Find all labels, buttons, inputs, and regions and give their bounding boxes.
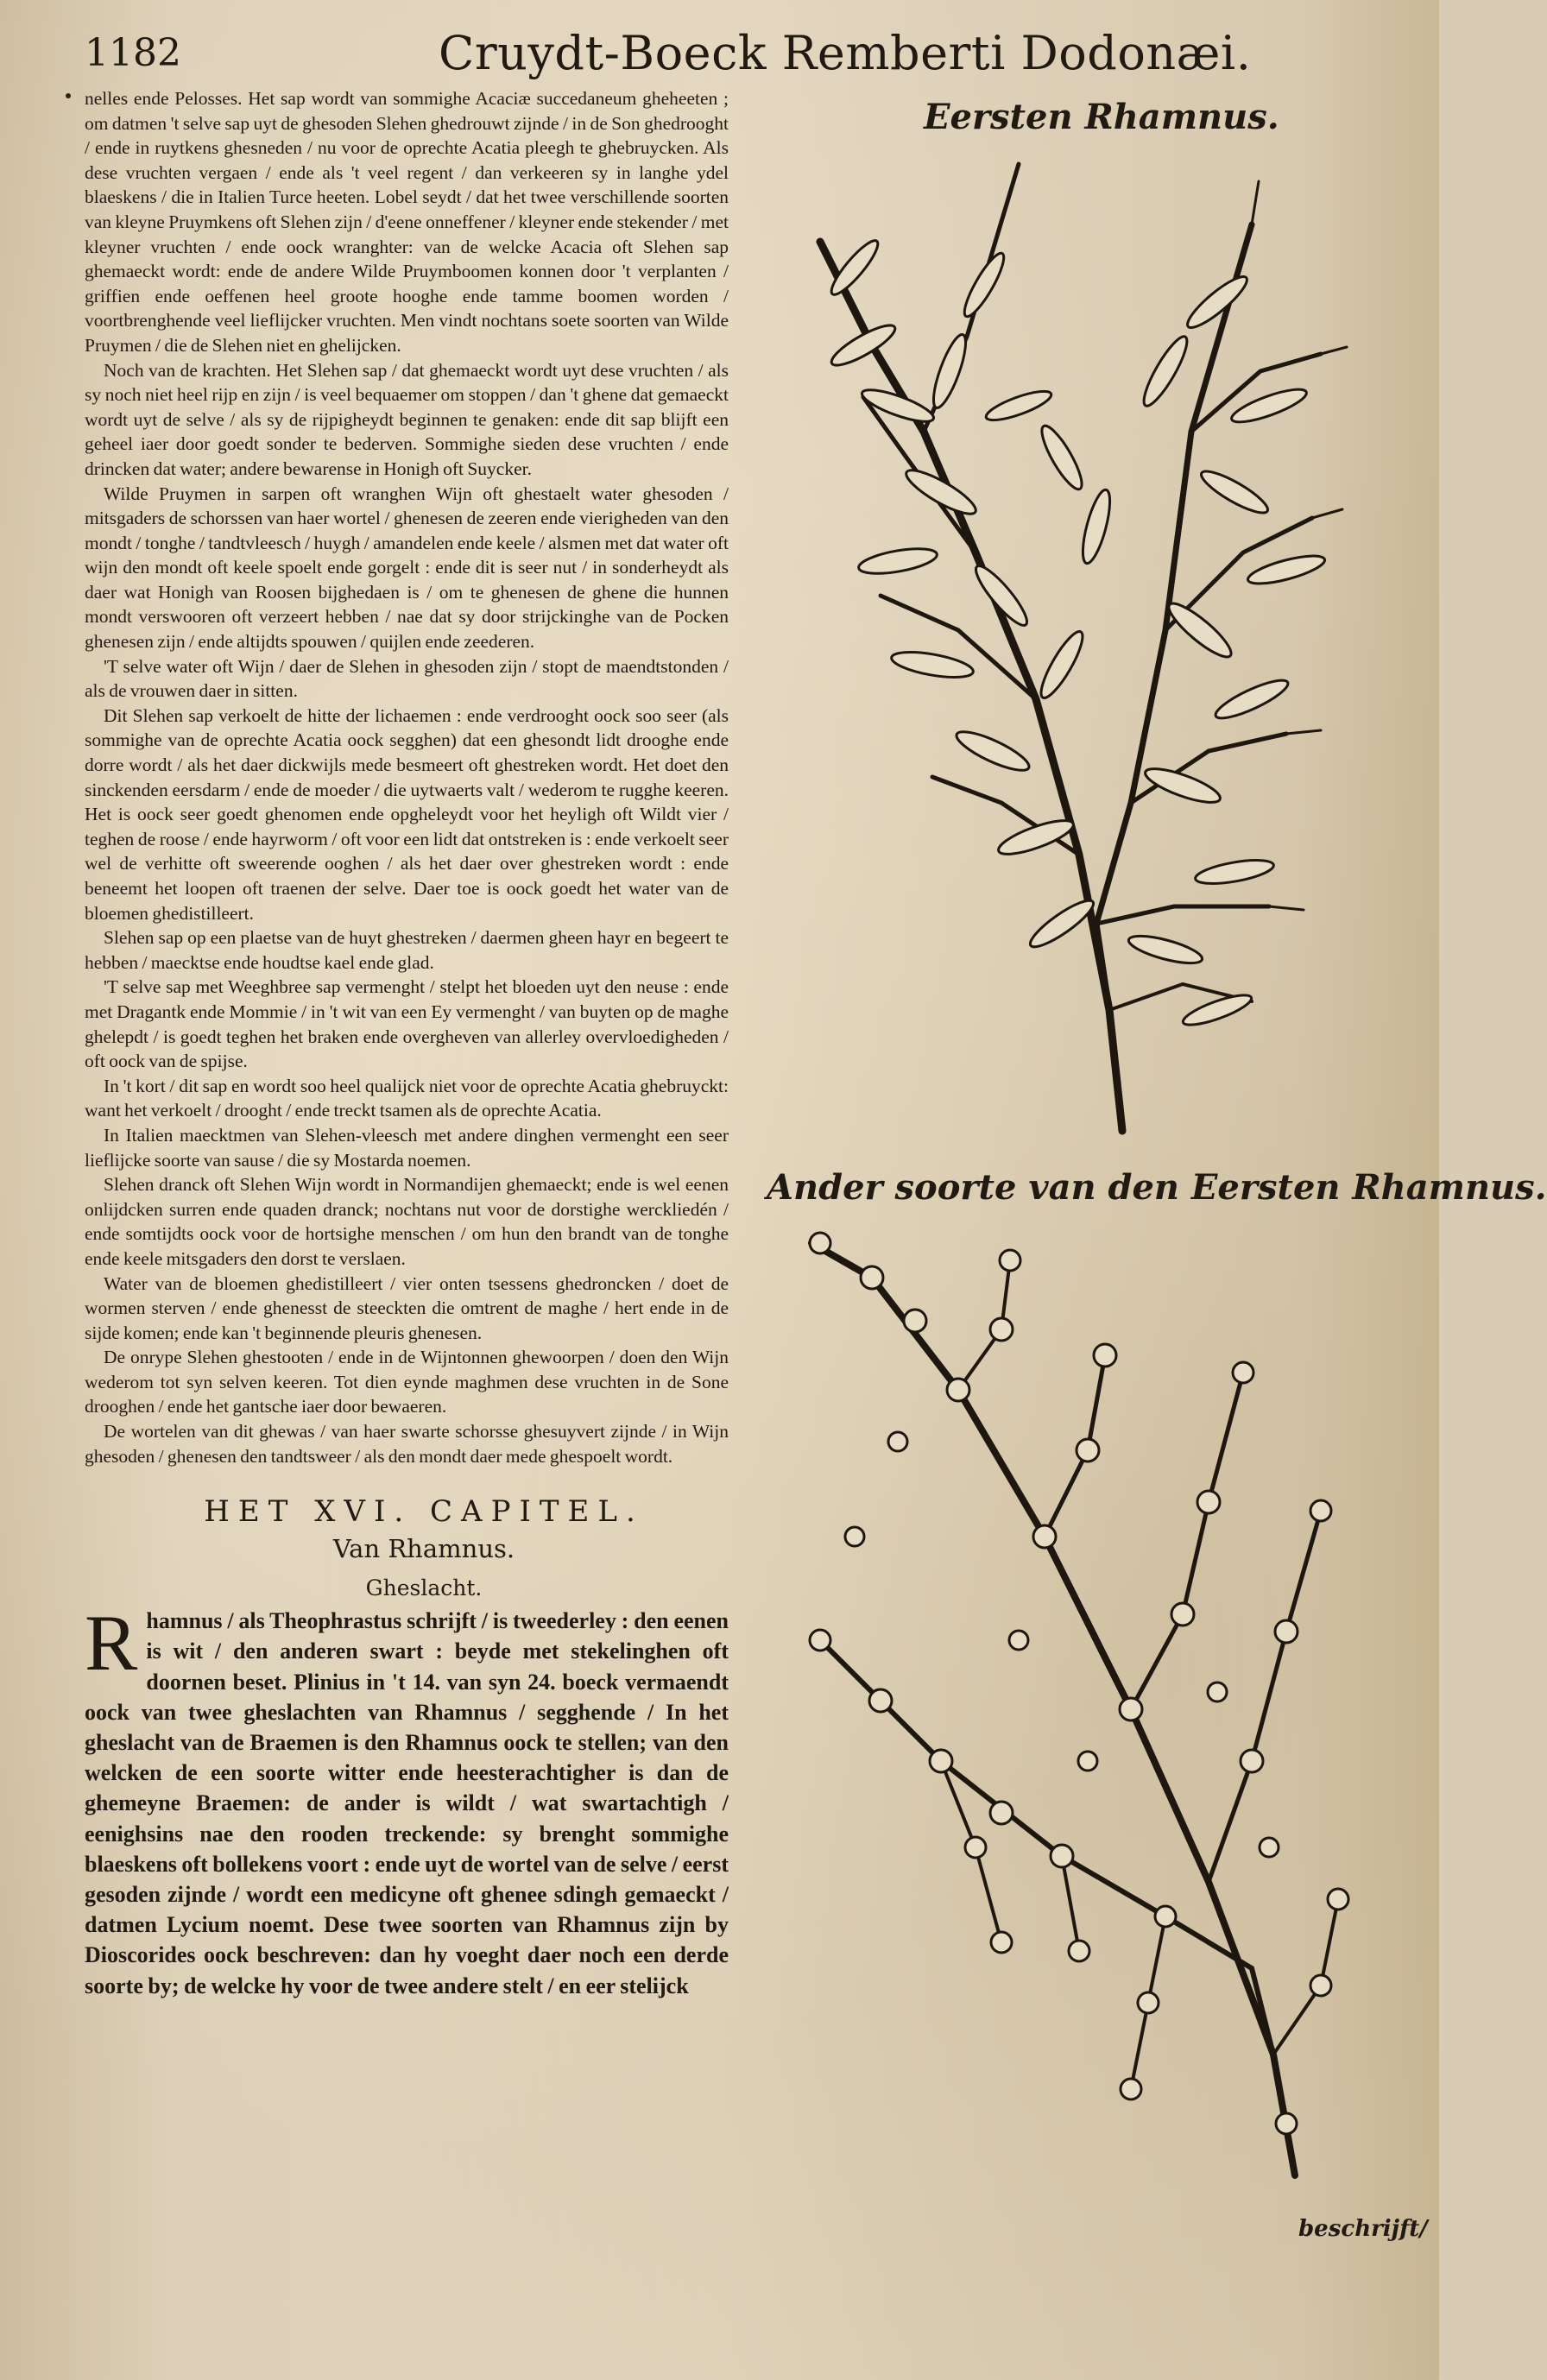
paragraph: In Italien maecktmen van Slehen-vleesch met andere dinghen vermenght een seer lieflijcke soorte van sause / die sy Mostarda noemen.: [85, 1124, 729, 1171]
section-heading: Gheslacht.: [365, 1575, 483, 1601]
rhamnus-woodcut-illustration: [803, 147, 1355, 1148]
paragraph: nelles ende Pelosses. Het sap wordt van sommighe Acaciæ succedaneum gheheeten ; om datmen 't selve sap uyt de ghesoden Slehen ghedrouwt zijnde / in de Son ghedrooght / ende in ruytkens ghesneden / nu voor de oprechte Acatia pleegh te ghebruycken. Als dese vruchten vergaen / ende als 't veel regent / dan verkeeren sy in langhe ydel blaeskens / die in Italien Turce heeten. Lobel seydt / dat het twee verschillende soorten van kleyne Pruymkens oft Slehen zijn / d'eene onneffener / kleyner ende stekender / met kleyner vruchten / ende oock wranghter: van de welcke Acacia oft Slehen sap ghemaeckt wordt: ende de andere Wilde Pruymboomen konnen door 't verplanten / griffien ende oeffenen heel groote hooghe ende tamme boomen worden / voortbrenghende veel lieflijcker vruchten. Men vindt nochtans soete soorten van Wilde Pruymen / die de Slehen niet en ghelijcken.: [85, 88, 729, 356]
paragraph: Water van de bloemen ghedistilleert / vier onten tsessens ghedroncken / doet de wormen sterven / ende ghenesst de steeckten die omtrent de maghe / hert ende in de sijde komen; ende kan 't beginnende pleuris ghenesen.: [85, 1272, 729, 1343]
catchword: beschrijft/: [1298, 2216, 1428, 2242]
paragraph: Wilde Pruymen in sarpen oft wranghen Wijn oft ghestaelt water ghesoden / mitsgaders de schorssen van haer wortel / ghenesen de zeeren ende vierigheden van den mondt / tonghe / tandtvleesch / huygh / amandelen ende keele / alsmen met dat water oft wijn den mondt oft keele spoelt ende gorgelt : ende dit is seer nut / in sonderheydt als daer wat Honigh van Roosen bijghedaen is / om te ghenesen de ghene die hunnen mondt verswooren oft verzeert hebben / nae dat sy door strijckinghe van de Pocken ghenesen zijn / ende altijdts spouwen / quijlen ende zeederen.: [85, 483, 729, 653]
figure-caption: Eersten Rhamnus.: [924, 97, 1279, 137]
chapter-title: HET XVI. CAPITEL.: [204, 1494, 644, 1530]
drop-cap: R: [85, 1599, 138, 1688]
text-column: [85, 86, 729, 2296]
paragraph: In 't kort / dit sap en wordt soo heel qualijck niet voor de oprechte Acatia ghebruyckt: want het verkoelt / drooght / ende treckt tsamen als de oprechte Acatia.: [85, 1075, 729, 1121]
page-header: [85, 26, 1252, 86]
chapter-body-text: hamnus / als Theophrastus schrijft / is tweederley : den eenen is wit / den anderen swart : beyde met stekelinghen oft doornen beset. Plinius in 't 14. van syn 24. boeck vermaendt oock van twee gheslachten van Rhamnus / segghende / In het gheslacht van de Braemen is den Rhamnus oock te stellen; van den welcken de een soorte witter ende heesterachtigher is dan de ghemeyne Braemen: de ander is wildt / wat swartachtigh / eenighsins nae den rooden treckende: sy brenght sommighe blaeskens oft bollekens voort : ende uyt de wortel van de selve / eerst gesoden zijnde / wordt een medicyne oft ghenee sdingh gemaeckt / datmen Lycium noemt. Dese twee soorten van Rhamnus zijn by Dioscorides oock beschreven: dan hy voeght daer noch een derde soorte by; de welcke hy voor de twee andere stelt / en eer stelijck: [85, 1608, 729, 1998]
paragraph: De wortelen van dit ghewas / van haer swarte schorsse ghesuyvert zijnde / in Wijn ghesoden / ghenesen den tandtsweer / als den mondt daer mede ghespoelt wordt.: [85, 1421, 729, 1467]
paragraph: Dit Slehen sap verkoelt de hitte der lichaemen : ende verdrooght oock soo seer (als sommighe van de oprechte Acatia oock segghen) dat een ghesondt lidt drooghe ende dorre wordt / als het daer dickwijls mede besmeert oft ghestreken wordt. Het doet den sinckenden eersdarm / ende de moeder / die uytwaerts valt / wederom te rugghe keeren. Het is oock seer goedt ghenomen ende opgheleydt voor het heyligh oft Wildt vier / teghen de roose / ende hayrworm / oft voor een lidt dat ontstreken is : ende verkoelt seer wel de verhitte oft sweerende ooghen / als het daer over ghestreken wordt : ende beneemt het loopen oft traenen der selve. Daer toe is oock goedt het water van de bloemen ghedistilleert.: [85, 704, 729, 924]
page-number: 1182: [85, 31, 181, 75]
paragraph: Slehen sap op een plaetse van de huyt ghestreken / daermen gheen hayr en begeert te hebben / maecktse ende houdtse kael ende glad.: [85, 927, 729, 973]
paragraph: 'T selve sap met Weeghbree sap vermenght / stelpt het bloeden uyt den neuse : ende met Dragantk ende Mommie / in 't wit van een Ey vermenght / van buyten op de maghe ghelepdt / is goedt teghen het braken ende overgheven van allerley overvloedigheden / oft oock van de spijse.: [85, 976, 729, 1072]
paragraph: De onrype Slehen ghestooten / ende in de Wijntonnen ghewoorpen / doen den Wijn wederom tot syn selven keeren. Tot dien eynde maghmen dese vruchten in de Sone drooghen / ende het gantsche iaer door bewaeren.: [85, 1347, 729, 1417]
chapter-subtitle: Van Rhamnus.: [332, 1534, 515, 1564]
chapter-body: [85, 1599, 729, 2001]
running-title: Cruydt-Boeck Remberti Dodonæi.: [439, 26, 1252, 80]
margin-mark: [66, 93, 71, 98]
paragraph: Noch van de krachten. Het Slehen sap / dat ghemaeckt wordt uyt dese vruchten / als sy noch niet heel rijp en zijn / is veel bequaemer om stoppen / dan 't ghene dat gemaeckt wordt uyt de selve / als sy de rijpigheydt beginnen te genaken: ende dit sap blijft een geheel iaer door goedt sonder te bederven. Sommighe sieden dese vruchten / ende drincken dat water; andere bewarense in Honigh oft Suycker.: [85, 359, 729, 479]
figure-caption: Ander soorte van den Eersten Rhamnus.: [767, 1167, 1547, 1208]
rhamnus-variety-woodcut-illustration: [803, 1226, 1355, 2193]
paragraph: Slehen dranck oft Slehen Wijn wordt in Normandijen ghemaeckt; ende is wel eenen onlijdcken surren ende quaden dranck; nochtans nut voor de dorstighe werckliedén / ende somtijdts oock voor de hortsighe menschen / om hun den brandt van de tonghe ende keele mitsgaders den dorst te verslaen.: [85, 1174, 729, 1269]
paragraph: 'T selve water oft Wijn / daer de Slehen in ghesoden zijn / stopt de maendtstonden / als de vrouwen daer in sitten.: [85, 655, 729, 702]
